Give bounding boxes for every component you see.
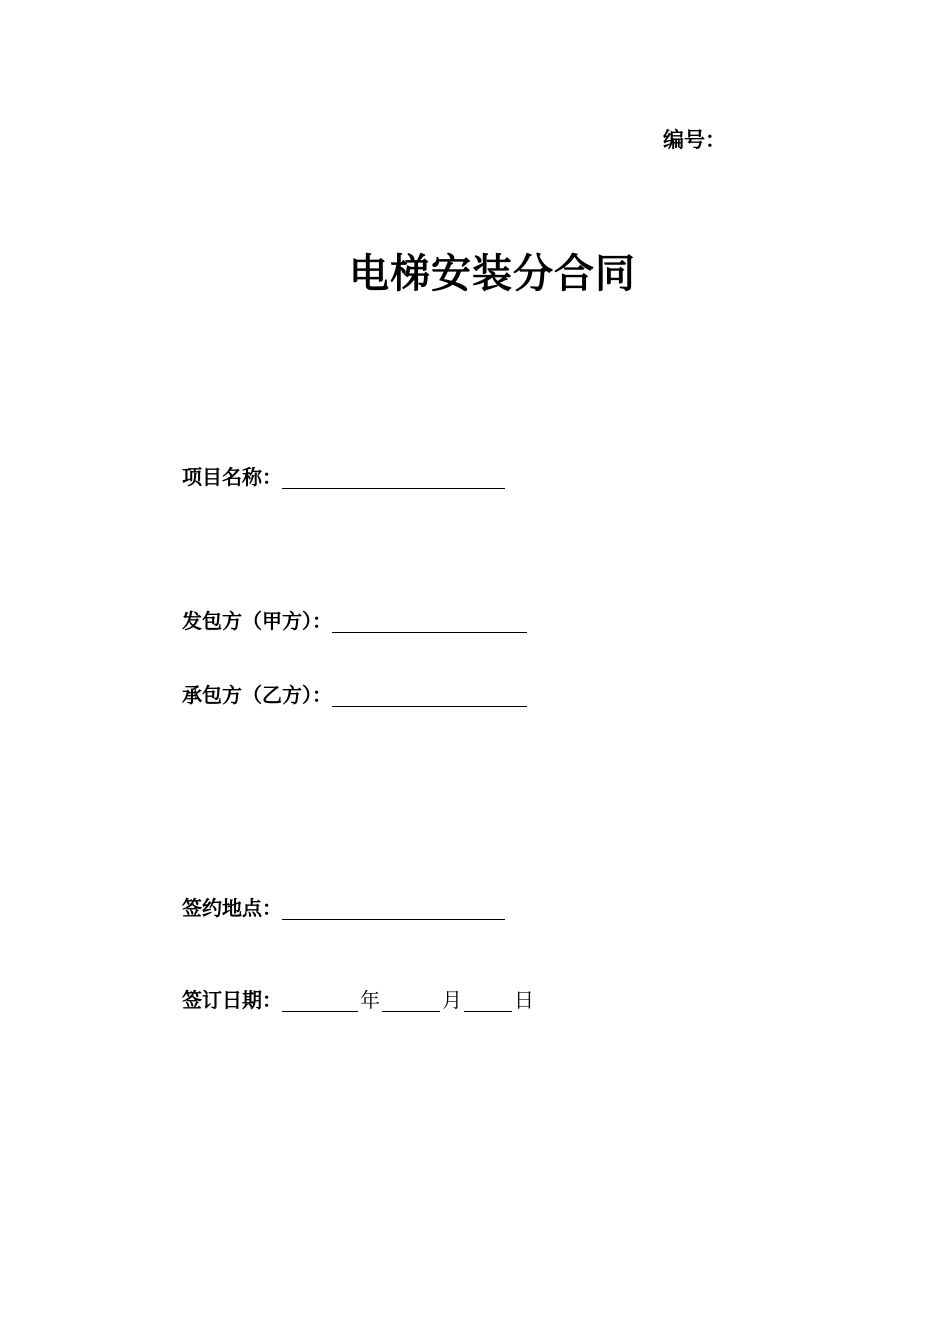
year-blank[interactable] xyxy=(282,989,358,1012)
project-name-label: 项目名称： xyxy=(182,465,282,489)
party-b-field xyxy=(182,681,527,709)
document-title: 电梯安装分合同 xyxy=(349,250,636,297)
day-blank[interactable] xyxy=(464,989,512,1012)
party-b-blank[interactable] xyxy=(332,684,527,707)
party-b-label: 承包方（乙方）： xyxy=(182,683,332,707)
contract-number xyxy=(663,126,726,154)
party-a-label: 发包方（甲方）： xyxy=(182,609,332,633)
signing-place-label: 签约地点： xyxy=(182,896,282,920)
signing-date-label: 签订日期： xyxy=(182,988,282,1012)
signing-place-field xyxy=(182,894,505,922)
party-a-field xyxy=(182,607,527,635)
month-unit: 月 xyxy=(442,988,462,1012)
project-name-field xyxy=(182,463,505,491)
day-unit: 日 xyxy=(514,988,534,1012)
party-a-blank[interactable] xyxy=(332,610,527,633)
signing-date-field xyxy=(182,986,536,1014)
signing-place-blank[interactable] xyxy=(282,897,505,920)
contract-number-label: 编号： xyxy=(663,128,726,152)
year-unit: 年 xyxy=(360,988,380,1012)
project-name-blank[interactable] xyxy=(282,466,505,489)
month-blank[interactable] xyxy=(382,989,440,1012)
